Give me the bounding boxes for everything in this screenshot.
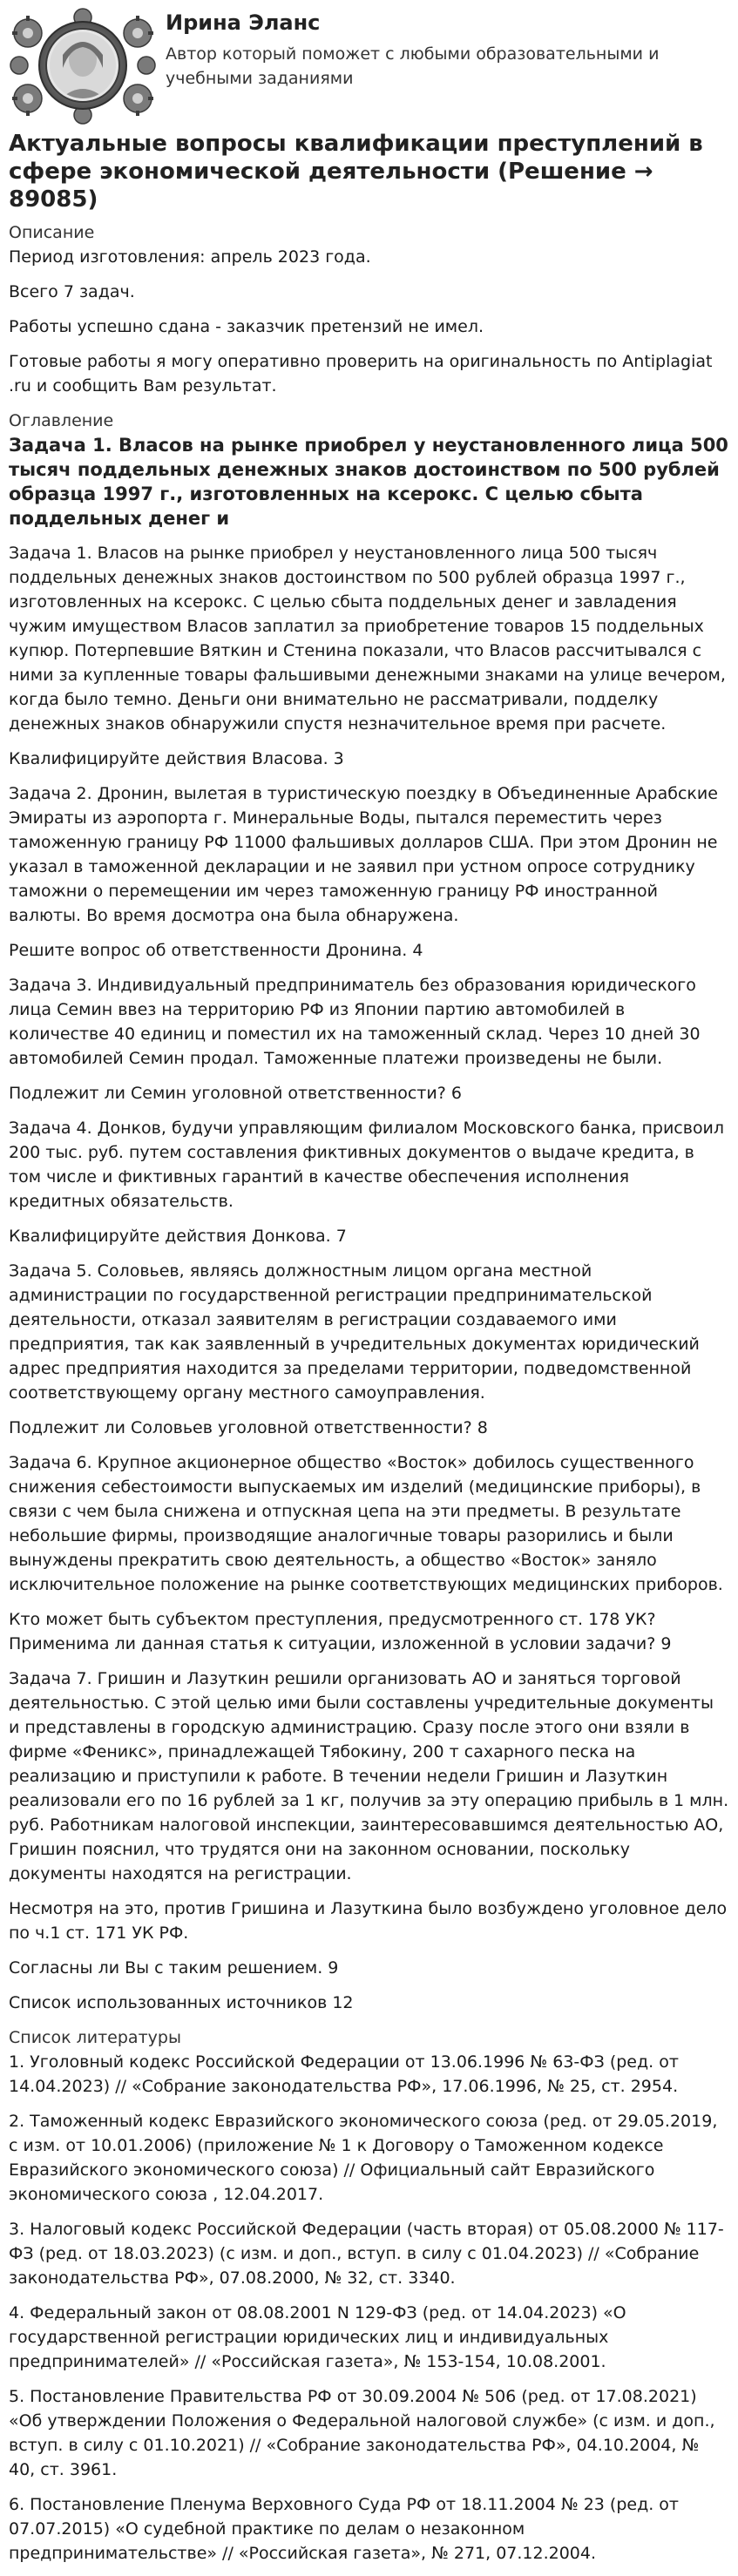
toc-paragraph: Задача 1. Власов на рынке приобрел у неустановленного лица 500 тысяч поддельных денежных знаков достоинством по 500 рублей образца 1997 г., изготовленных на ксерокс. С целью сбыта поддельных денег и завладения чужим имуществом Власов заплатил за приобретение товаров 15 поддельных купюр. Потерпевшие Вяткин и Стенина показали, что Власов рассчитывался с ними за купленные товары фальшивыми денежными знаками на улице вечером, когда было темно. Деньги они внимательно не рассматривали, подделку денежных знаков обнаружили спустя незначительное время при расчете.	[9, 544, 726, 734]
toc-paragraph: Задача 7. Гришин и Лазуткин решили организовать АО и заняться торговой деятельностью. С этой целью ими были составлены учредительные документы и представлены в городскую администрацию. Сразу после этого они взяли в фирме «Феникс», принадлежащей Тябокину, 200 т сахарного песка на реализацию и приступили к работе. В течении недели Гришин и Лазуткин реализовали его по 16 рублей за 1 кг, получив за эту операцию прибыль в 1 млн. руб. Работникам налоговой инспекции, заинтересовавшимся деятельностью АО, Гришин пояснил, что трудятся они на законном основании, поскольку документы находятся на регистрации.	[9, 1669, 729, 1883]
literature-item: 5. Постановление Правительства РФ от 30.09.2004 № 506 (ред. от 17.08.2021) «Об утверждении Положения о Федеральной налоговой службе» (с изм. и доп., вступ. в силу с 01.10.2021) // «Собрание законодательства РФ», 04.10.2004, № 40, ст. 3961.	[9, 2387, 715, 2479]
avatar-gear-frame-icon	[9, 7, 157, 125]
description-section	[9, 245, 729, 398]
toc-paragraph: Квалифицируйте действия Власова. 3	[9, 749, 344, 768]
description-paragraph: Всего 7 задач.	[9, 282, 135, 301]
toc-paragraph: Задача 3. Индивидуальный предприниматель без образования юридического лица Семин ввез на территорию РФ из Японии партию автомобилей в количестве 40 единиц и поместил их на таможенный склад. Через 10 дней 30 автомобилей Семин продал. Таможенные платежи произведены не были.	[9, 976, 701, 1068]
literature-item: 1. Уголовный кодекс Российской Федерации от 13.06.1996 № 63-ФЗ (ред. от 14.04.2023) // «Собрание законодательства РФ», 17.06.1996, № 25, ст. 2954.	[9, 2052, 679, 2096]
toc-paragraph: Подлежит ли Соловьев уголовной ответственности? 8	[9, 1418, 488, 1437]
toc-paragraph: Несмотря на это, против Гришина и Лазуткина было возбуждено уголовное дело по ч.1 ст. 171 УК РФ.	[9, 1899, 728, 1943]
author-block	[9, 0, 729, 126]
toc-paragraph: Подлежит ли Семин уголовной ответственности? 6	[9, 1084, 462, 1103]
toc-paragraph: Задача 5. Соловьев, являясь должностным лицом органа местной администрации по государственной регистрации предпринимательской деятельности, отказал заявителям в регистрации создаваемого ими предприятия, так как заявленный в учредительных документах юридический адрес предприятия находится за пределами территории, подведомственной соответствующему органу местного самоуправления.	[9, 1261, 700, 1403]
literature-section	[9, 2050, 729, 2566]
author-description: Автор который поможет с любыми образовательными и учебными заданиями	[166, 44, 660, 88]
toc-paragraph: Кто может быть субъектом преступления, предусмотренного ст. 178 УК? Применима ли данная статья к ситуации, изложенной в условии задачи? 9	[9, 1610, 672, 1653]
toc-paragraph: Задача 4. Донков, будучи управляющим филиалом Московского банка, присвоил 200 тыс. руб. путем составления фиктивных документов о выдаче кредита, в том числе и фиктивных гарантий в качестве обеспечения исполнения кредитных обязательств.	[9, 1119, 725, 1211]
literature-label: Список литературы	[9, 2028, 181, 2047]
description-paragraph: Работы успешно сдана - заказчик претензий не имел.	[9, 317, 484, 336]
toc-paragraph: Список использованных источников 12	[9, 1993, 354, 2012]
literature-item: 3. Налоговый кодекс Российской Федерации (часть вторая) от 05.08.2000 № 117-ФЗ (ред. от 18.03.2023) (с изм. и доп., вступ. в силу с 01.04.2023) // «Собрание законодательства РФ», 07.08.2000, № 32, ст. 3340.	[9, 2220, 724, 2288]
avatar[interactable]	[9, 7, 157, 125]
toc-heading: Задача 1. Власов на рынке приобрел у неустановленного лица 500 тысяч поддельных денежных знаков достоинством по 500 рублей образца 1997 г., изготовленных на ксерокс. С целью сбыта поддельных денег и	[9, 435, 728, 529]
description-paragraph: Готовые работы я могу оперативно проверить на оригинальность по Antiplagiat .ru и сообщить Вам результат.	[9, 352, 713, 396]
literature-item: 6. Постановление Пленума Верховного Суда РФ от 18.11.2004 № 23 (ред. от 07.07.2015) «О судебной практике по делам о незаконном предпринимательстве» // «Российская газета», № 271, 07.12.2004.	[9, 2495, 679, 2563]
toc-paragraph: Решите вопрос об ответственности Дронина. 4	[9, 941, 423, 960]
toc-paragraph: Задача 6. Крупное акционерное общество «Восток» добилось существенного снижения себестоимости выпускаемых им изделий (медицинские приборы), в связи с чем была снижена и отпускная цепа на эти предметы. В результате небольшие фирмы, производящие аналогичные товары разорились и были вынуждены прекратить свою деятельность, а общество «Восток» заняло исключительное положение на рынке соответствующих медицинских приборов.	[9, 1453, 723, 1594]
literature-item: 2. Таможенный кодекс Евразийского экономического союза (ред. от 29.05.2019, с изм. от 10.01.2006) (приложение № 1 к Договору о Таможенном кодексе Евразийского экономического союза) // Официальный сайт Евразийского экономического союза , 12.04.2017.	[9, 2112, 718, 2204]
toc-paragraph: Квалифицируйте действия Донкова. 7	[9, 1227, 347, 1246]
description-label: Описание	[9, 223, 95, 242]
toc-paragraph: Задача 2. Дронин, вылетая в туристическую поездку в Объединенные Арабские Эмираты из аэропорта г. Минеральные Воды, пытался переместить через таможенную границу РФ 11000 фальшивых долларов США. При этом Дронин не указал в таможенной декларации и не заявил при устном опросе сотруднику таможни о перемещении им через таможенную границу РФ иностранной валюты. Во время досмотра она была обнаружена.	[9, 784, 718, 925]
literature-item: 4. Федеральный закон от 08.08.2001 N 129-ФЗ (ред. от 14.04.2023) «О государственной регистрации юридических лиц и индивидуальных предпринимателей» // «Российская газета», № 153-154, 10.08.2001.	[9, 2303, 626, 2371]
toc-section	[9, 541, 729, 2015]
toc-label: Оглавление	[9, 411, 114, 430]
author-name[interactable]: Ирина Эланс	[166, 10, 321, 35]
author-info	[166, 7, 688, 91]
toc-paragraph: Согласны ли Вы с таким решением. 9	[9, 1958, 339, 1978]
description-paragraph: Период изготовления: апрель 2023 года.	[9, 247, 371, 267]
work-title: Актуальные вопросы квалификации преступлений в сфере экономической деятельности (Решение → 89085)	[9, 131, 703, 213]
